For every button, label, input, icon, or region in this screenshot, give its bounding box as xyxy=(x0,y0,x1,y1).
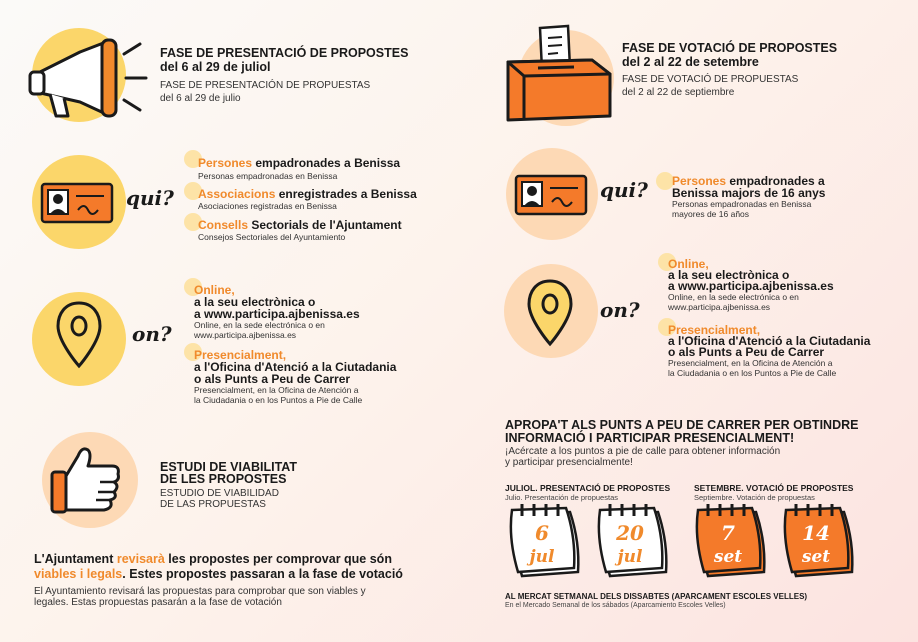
phase1-dates: del 6 al 29 de juliol xyxy=(160,60,271,74)
market-sub: En el Mercado Semanal de los sábados (Aparcamiento Escoles Velles) xyxy=(505,602,726,609)
qui-item-2-sub: Asociaciones registradas en Benissa xyxy=(198,201,337,211)
online-sub2-left: www.participa.ajbenissa.es xyxy=(194,330,297,340)
calendar-sept-7 xyxy=(694,502,770,580)
pres-sub1-left: Presencialment, en la Oficina de Atención a xyxy=(194,385,359,395)
qui-label-left: qui? xyxy=(126,186,174,210)
qui-right-line2: Benissa majors de 16 anys xyxy=(672,186,826,200)
review-sub1: El Ayuntamiento revisará las propuestas para comprobar que son viables y xyxy=(34,586,366,597)
study-title-2: DE LES PROPOSTES xyxy=(160,472,287,486)
phase1-title: FASE DE PRESENTACIÓ DE PROPOSTES xyxy=(160,46,409,60)
thumbs-up-icon xyxy=(48,442,128,516)
cal-sept-title: SETEMBRE. VOTACIÓ DE PROPOSTES xyxy=(694,483,854,493)
pres-sub1-right: Presencialment, en la Oficina de Atención a xyxy=(668,358,833,368)
cal-day: 6 xyxy=(535,521,549,545)
pres-sub2-left: la Ciudadania o en los Puntos a Pie de Calle xyxy=(194,395,363,405)
cal-july-sub: Julio. Presentación de propuestas xyxy=(505,493,618,502)
phase1-sub1: FASE DE PRESENTACIÓN DE PROPUESTAS xyxy=(160,80,371,91)
cal-day: 20 xyxy=(616,521,644,545)
location-pin-icon xyxy=(526,278,574,348)
qui-item-3: Consells Sectorials de l'Ajuntament xyxy=(198,218,402,232)
online-sub1-left: Online, en la sede electrónica o en xyxy=(194,320,325,330)
cal-day: 7 xyxy=(721,521,735,545)
qui-item-1: Persones empadronades a Benissa xyxy=(198,156,401,170)
megaphone-icon xyxy=(28,36,153,126)
calendar-sept-14 xyxy=(782,502,858,580)
cal-day: 14 xyxy=(802,521,830,545)
pres-line2-left: o als Punts a Peu de Carrer xyxy=(194,372,351,386)
on-label-left: on? xyxy=(132,322,172,346)
location-pin-icon xyxy=(55,300,103,370)
study-sub-1: ESTUDIO DE VIABILIDAD xyxy=(160,488,279,499)
qui-label-right: qui? xyxy=(600,178,648,202)
id-card-icon xyxy=(40,182,114,224)
online-accent-right: Online, xyxy=(668,257,709,271)
apropa-title-1: APROPA'T ALS PUNTS A PEU DE CARRER PER OBTINDRE xyxy=(505,418,859,432)
qui-item-1-sub: Personas empadronadas en Benissa xyxy=(198,171,338,181)
online-accent-left: Online, xyxy=(194,283,235,297)
apropa-sub-1: ¡Acércate a los puntos a pie de calle para obtener información xyxy=(505,446,781,457)
pres-sub2-right: la Ciudadania o en los Puntos a Pie de Calle xyxy=(668,368,837,378)
id-card-icon xyxy=(514,174,588,216)
online-line1-right: a la seu electrònica o xyxy=(668,268,790,282)
qui-right-sub1: Personas empadronadas en Benissa xyxy=(672,199,812,209)
market-title: AL MERCAT SETMANAL DELS DISSABTES (APARCAMENT ESCOLES VELLES) xyxy=(505,592,808,601)
online-line2-right: a www.participa.ajbenissa.es xyxy=(668,279,834,293)
phase2-dates: del 2 al 22 de setembre xyxy=(622,55,759,69)
ballot-box-icon xyxy=(502,24,617,130)
pres-accent-left: Presencialment, xyxy=(194,348,287,362)
qui-item-3-sub: Consejos Sectoriales del Ayuntamiento xyxy=(198,232,346,242)
phase1-sub2: del 6 al 29 de julio xyxy=(160,93,241,104)
qui-item-2: Associacions enregistrades a Benissa xyxy=(198,187,417,201)
pres-line1-right: a l'Oficina d'Atenció a la Ciutadania xyxy=(668,334,871,348)
cal-month: jul xyxy=(529,547,555,567)
pres-line2-right: o als Punts a Peu de Carrer xyxy=(668,345,825,359)
online-line2-left: a www.participa.ajbenissa.es xyxy=(194,307,360,321)
phase2-sub1: FASE DE VOTACIÓ DE PROPUESTAS xyxy=(622,74,799,85)
cal-sept-sub: Septiembre. Votación de propuestas xyxy=(694,493,815,502)
online-sub1-right: Online, en la sede electrónica o en xyxy=(668,292,799,302)
online-line1-left: a la seu electrònica o xyxy=(194,295,316,309)
cal-month: jul xyxy=(617,547,643,567)
calendar-july-6 xyxy=(508,502,584,580)
on-label-right: on? xyxy=(600,298,640,322)
qui-right-line1: Persones empadronades a xyxy=(672,174,825,188)
study-sub-2: DE LAS PROPUESTAS xyxy=(160,499,266,510)
review-sub2: legales. Estas propuestas pasarán a la fase de votación xyxy=(34,597,282,608)
phase2-title: FASE DE VOTACIÓ DE PROPOSTES xyxy=(622,41,838,55)
pres-line1-left: a l'Oficina d'Atenció a la Ciutadania xyxy=(194,360,397,374)
apropa-sub-2: y participar presencialmente! xyxy=(505,457,633,468)
review-line1: L'Ajuntament revisarà les propostes per comprovar que són xyxy=(34,552,392,566)
cal-month: set xyxy=(713,547,743,567)
cal-month: set xyxy=(801,547,831,567)
qui-right-sub2: mayores de 16 años xyxy=(672,209,750,219)
study-title-1: ESTUDI DE VIABILITAT xyxy=(160,460,298,474)
online-sub2-right: www.participa.ajbenissa.es xyxy=(668,302,771,312)
calendar-july-20 xyxy=(596,502,672,580)
pres-accent-right: Presencialment, xyxy=(668,323,761,337)
review-line2: viables i legals. Estes propostes passaran a la fase de votació xyxy=(34,567,403,581)
apropa-title-2: INFORMACIÓ I PARTICIPAR PRESENCIALMENT! xyxy=(505,431,795,445)
phase2-sub2: del 2 al 22 de septiembre xyxy=(622,87,735,98)
cal-july-title: JULIOL. PRESENTACIÓ DE PROPOSTES xyxy=(505,483,671,493)
